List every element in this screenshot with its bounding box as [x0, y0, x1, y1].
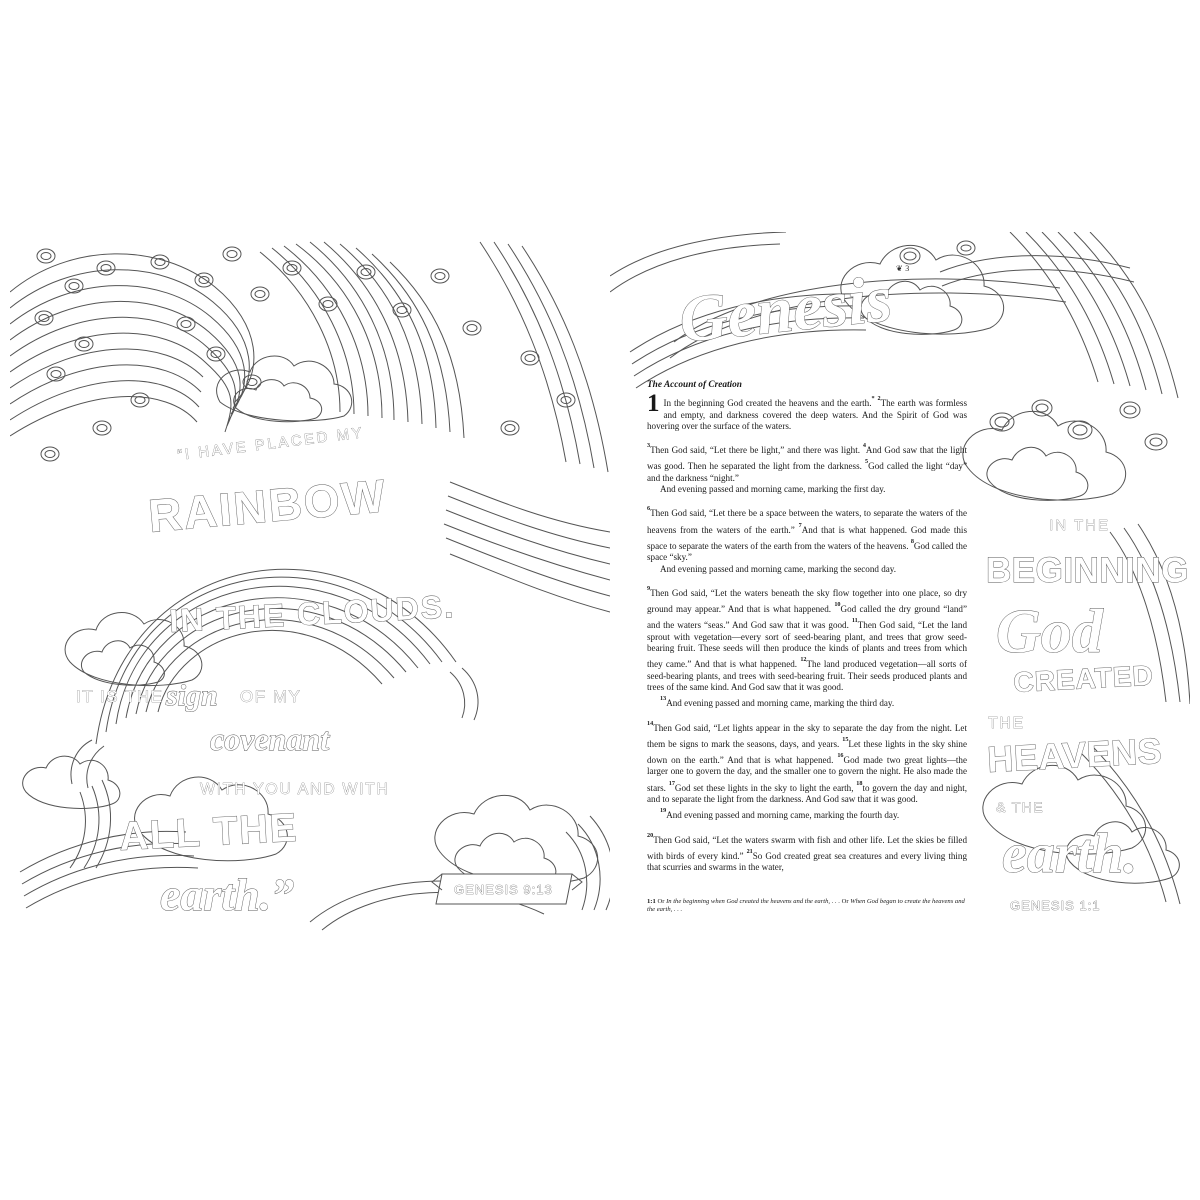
right-lettering-god: God: [996, 598, 1103, 666]
book-spread: [10, 232, 1190, 932]
left-page: [10, 232, 610, 932]
left-lettering-line6: WITH YOU AND WITH: [200, 781, 390, 798]
right-lettering-heavens: HEAVENS: [986, 729, 1164, 780]
right-lettering-inthe: IN THE: [1049, 517, 1110, 534]
right-page: [610, 232, 1190, 932]
right-lettering-reference: GENESIS 1:1: [1010, 898, 1101, 913]
verse-paragraph: 1 In the beginning God created the heavens and the earth.* $^2$The earth was formless and empty, and darkness covered the deep waters. And the Spirit of God was hovering over the surface of the waters.: [647, 390, 967, 431]
verse-paragraph: $^{20}$Then God said, “Let the waters swarm with fish and other life. Let the skies be filled with birds of every kind.” $^{21}$So God created great sea creatures and every living thing that scurries and swarms in the water,: [647, 831, 968, 873]
left-lettering-line4c: OF MY: [240, 687, 302, 706]
left-lettering-line3: IN THE CLOUDS.: [168, 588, 456, 639]
left-lettering-reference: GENESIS 9:13: [454, 882, 553, 897]
footnote-text-a: Or: [657, 898, 667, 905]
verse-paragraph: $^9$Then God said, “Let the waters beneath the sky flow together into one place, so dry ground may appear.” And that is what happened. $^{10}$God called the dry ground “land” and the waters “seas.” And God saw that it was good. $^{11}$Then God said, “Let the land sprout with vegetation—every sort of seed-bearing plant, and trees that grow seed-bearing fruit. These seeds will then produce the kinds of plants and trees from which they came.” And that is what happened. $^{12}$The land produced vegetation—all sorts of seed-bearing plants, and trees with seed-bearing fruit. Their seeds produced plants and trees of the same kind. And God saw that it was good. $^{13}$And evening passed and morning came, marking the third day.: [647, 584, 968, 709]
right-lettering-beginning: BEGINNING: [986, 551, 1189, 590]
folio-ornament: ❦: [896, 264, 904, 273]
verse-paragraph: $^3$Then God said, “Let there be light,” and there was light. $^4$And God saw that the light was good. Then he separated the light from the darkness. $^5$God called the light “day” and the darkness “night.” And evening passed and morning came, marking the first day.: [647, 442, 968, 495]
book-title: Genesis: [675, 262, 896, 357]
page-number: 3: [905, 264, 910, 273]
chapter-number: 1: [647, 390, 660, 418]
left-lettering-allthe: ALL THE: [118, 805, 299, 859]
left-lettering-line1: “I HAVE PLACED MY: [176, 424, 366, 464]
left-lettering-covenant: covenant: [210, 721, 330, 757]
verse-paragraph: $^6$Then God said, “Let there be a space between the waters, to separate the waters of the heavens from the waters of the earth.” $^7$And that is what happened. God made this space to separate the waters of the earth from the waters of the heavens. $^8$God called the space “sky.” And evening passed and morning came, marking the second day.: [647, 505, 967, 574]
right-lettering-the: THE: [988, 715, 1025, 732]
left-page-artwork: [10, 232, 610, 932]
footnote-text-b: Or: [839, 898, 851, 905]
right-lettering-earth: earth.: [1002, 823, 1138, 885]
footnote-ref: 1:1: [647, 898, 656, 905]
footnote-italic-a: In the beginning when God created the heavens and the earth, . . .: [666, 898, 840, 905]
footnote-italic-b: When God began to create the heavens and the earth, . . .: [647, 898, 965, 913]
left-lettering-line4a: IT IS THE: [76, 687, 164, 706]
left-lettering-sign: sign: [166, 679, 218, 712]
section-title: The Account of Creation: [647, 380, 742, 390]
footnote: [647, 898, 969, 914]
right-lettering-andthe: & THE: [996, 799, 1044, 815]
scripture-text-column: [647, 380, 967, 882]
right-lettering-created: CREATED: [1012, 659, 1155, 698]
verse-paragraph: $^{14}$Then God said, “Let lights appear in the sky to separate the day from the night. Let them be signs to mark the seasons, days, and years. $^{15}$Let these lights in the sky shine down on the earth.” And that is what happened. $^{16}$God made two great lights—the larger one to govern the day, and the smaller one to govern the night. He also made the stars. $^{17}$God set these lights in the sky to light the earth, $^{18}$to govern the day and night, and to separate the light from the darkness. And God saw that it was good. $^{19}$And evening passed and morning came, marking the fourth day.: [647, 719, 968, 821]
left-lettering-rainbow: RAINBOW: [146, 469, 389, 542]
folio: [896, 264, 910, 273]
left-lettering-earth: earth.”: [160, 869, 295, 920]
